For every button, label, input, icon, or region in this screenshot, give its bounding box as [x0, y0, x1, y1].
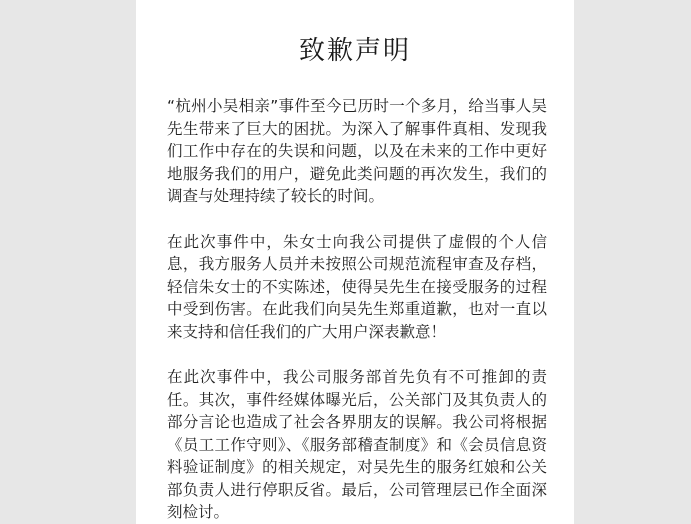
document-body	[167, 95, 547, 524]
document-title: 致歉声明	[298, 36, 411, 66]
paragraph-3: 在此次事件中，我公司服务部首先负有不可推卸的责任。其次，事件经媒体曝光后，公关部门及其负责人的部分言论也造成了社会各界朋友的误解。我公司将根据《员工工作守则》、《服务部稽查制度》和《会员信息资料验证制度》的相关规定，对吴先生的服务红娘和公关部负责人进行停职反省。最后，公司管理层已作全面深刻检讨。	[167, 368, 547, 521]
document-page	[136, 0, 574, 524]
paragraph-2: 在此次事件中，朱女士向我公司提供了虚假的个人信息，我方服务人员并未按照公司规范流程审查及存档，轻信朱女士的不实陈述，使得吴先生在接受服务的过程中受到伤害。在此我们向吴先生郑重道歉，也对一直以来支持和信任我们的广大用户深表歉意！	[167, 232, 547, 341]
paragraph-1: “杭州小吴相亲”事件至今已历时一个多月，给当事人吴先生带来了巨大的困扰。为深入了解事件真相、发现我们工作中存在的失误和问题，以及在未来的工作中更好地服务我们的用户，避免此类问题的再次发生，我们的调查与处理持续了较长的时间。	[167, 97, 547, 205]
